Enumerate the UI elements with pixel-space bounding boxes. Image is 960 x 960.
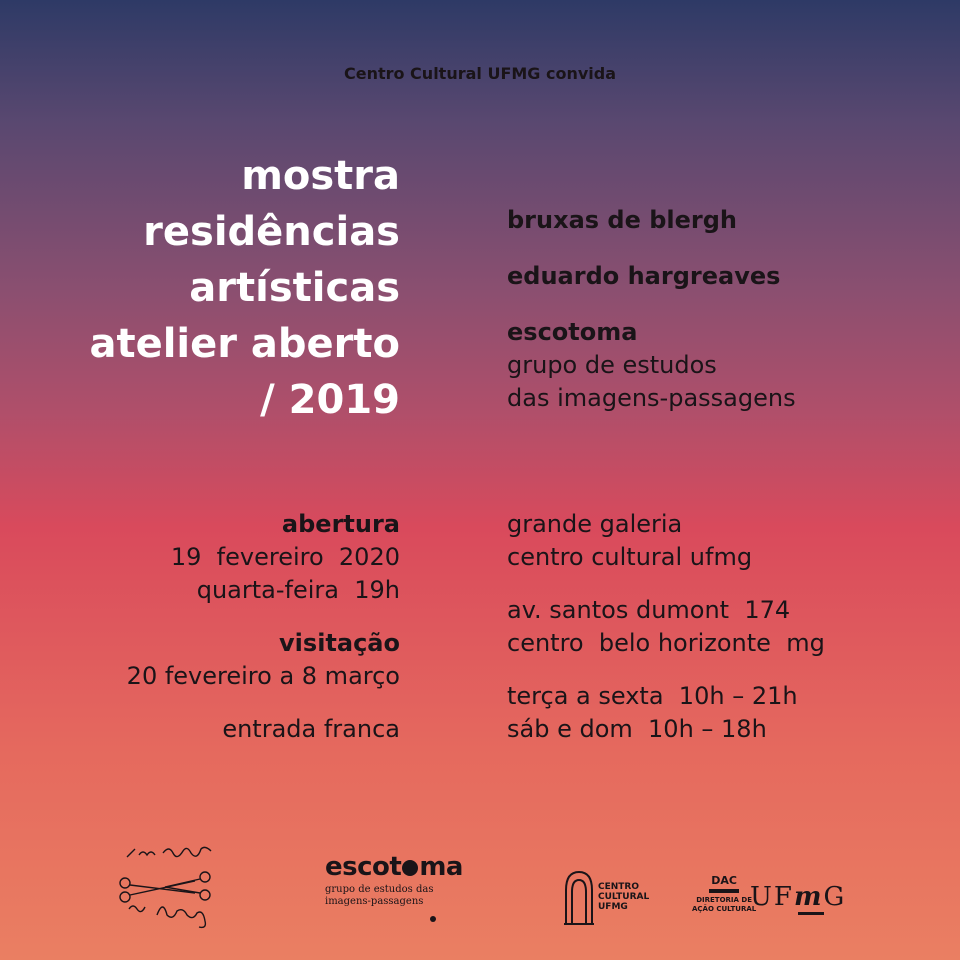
artist-name: eduardo hargreaves	[507, 262, 781, 290]
centro-cultural-logo	[562, 868, 662, 926]
visit-label: visitação	[279, 629, 400, 657]
opening-date: 19 fevereiro 2020	[170, 543, 400, 571]
artist-description: das imagens-passagens	[507, 384, 796, 412]
visit-dates: 20 fevereiro a 8 março	[126, 662, 400, 690]
dac-title: DAC	[711, 874, 737, 887]
opening-time: quarta-feira 19h	[196, 576, 400, 604]
exhibition-title	[89, 148, 400, 428]
dot-icon	[402, 860, 418, 876]
schedule-info	[127, 508, 400, 746]
divider	[709, 889, 739, 893]
venue-address: av. santos dumont 174	[507, 596, 791, 624]
venue-city: centro belo horizonte mg	[507, 629, 825, 657]
artists-list	[507, 204, 796, 415]
title-line: residências	[143, 209, 400, 255]
escotoma-subtitle: grupo de estudos das imagens-passagens	[325, 884, 434, 907]
ufmg-logo: UFmG	[750, 882, 846, 912]
dac-logo	[692, 874, 756, 914]
venue-building: centro cultural ufmg	[507, 543, 753, 571]
ufmg-underline	[798, 912, 824, 915]
entry-info: entrada franca	[222, 715, 400, 743]
dac-subtitle: DIRETORIA DE AÇÃO CULTURAL	[692, 896, 757, 913]
opening-hours: sáb e dom 10h – 18h	[507, 715, 767, 743]
escotoma-logo	[325, 852, 463, 908]
opening-hours: terça a sexta 10h – 21h	[507, 682, 798, 710]
artist-name: escotoma	[507, 318, 638, 346]
title-line: / 2019	[260, 377, 400, 423]
bruxas-de-blergh-logo	[105, 835, 235, 935]
opening-label: abertura	[281, 510, 400, 538]
artist-description: grupo de estudos	[507, 351, 717, 379]
title-line: artísticas	[189, 265, 400, 311]
dot-icon	[430, 916, 436, 922]
escotoma-wordmark: escot ma	[325, 852, 463, 882]
venue-name: grande galeria	[507, 510, 683, 538]
centro-cultural-wordmark: CENTRO CULTURAL UFMG	[598, 882, 650, 912]
building-arch-icon	[562, 868, 596, 926]
title-line: atelier aberto	[89, 321, 400, 367]
artist-name: bruxas de blergh	[507, 206, 738, 234]
invite-text: Centro Cultural UFMG convida	[343, 64, 617, 83]
venue-info	[507, 508, 825, 746]
title-line: mostra	[241, 153, 400, 199]
